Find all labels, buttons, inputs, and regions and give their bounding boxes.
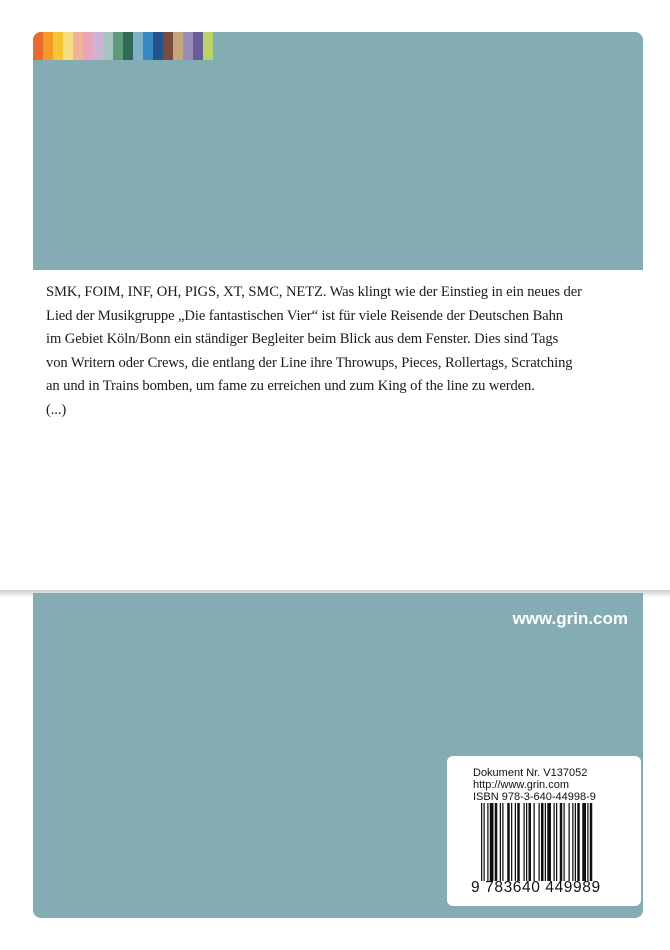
color-stripe-segment <box>73 32 83 60</box>
isbn-label: ISBN 978-3-640-44998-9 <box>473 791 596 803</box>
color-stripe-segment <box>93 32 103 60</box>
color-stripe-segment <box>143 32 153 60</box>
color-stripe-segment <box>103 32 113 60</box>
publisher-url: www.grin.com <box>512 609 628 628</box>
color-stripe-segment <box>43 32 53 60</box>
color-stripe-segment <box>173 32 183 60</box>
color-stripe-segment <box>153 32 163 60</box>
color-stripe-segment <box>123 32 133 60</box>
color-stripe-segment <box>183 32 193 60</box>
color-stripe-segment <box>133 32 143 60</box>
document-number: Dokument Nr. V137052 <box>473 767 588 779</box>
color-stripe-segment <box>63 32 73 60</box>
barcode-box <box>447 756 641 906</box>
color-stripe-segment <box>113 32 123 60</box>
back-cover-blurb: SMK, FOIM, INF, OH, PIGS, XT, SMC, NETZ. Was klingt wie der Einstieg in ein neues der Lied der Musikgruppe „Die fantastischen Vier“ ist für viele Reisende der Deutschen Bahn im Gebiet Köln/Bonn ein ständiger Begleiter beim Blick aus dem Fenster. Dies sind Tags von Writern oder Crews, die entlang der Line ihre Throwups, Pieces, Rollertags, Scratching an und in Trains bomben, um fame zu erreichen und zum King of the line zu werden. (...) <box>46 284 582 418</box>
color-stripe-segment <box>83 32 93 60</box>
cover-top-panel <box>33 32 643 270</box>
color-stripe-segment <box>203 32 213 60</box>
color-stripe-segment <box>163 32 173 60</box>
barcode-digits: 9 783640 449989 <box>471 879 601 896</box>
barcode-icon <box>481 803 631 881</box>
color-stripe-decoration <box>33 32 213 60</box>
document-url: http://www.grin.com <box>473 779 569 791</box>
color-stripe-segment <box>33 32 43 60</box>
color-stripe-segment <box>193 32 203 60</box>
color-stripe-segment <box>53 32 63 60</box>
